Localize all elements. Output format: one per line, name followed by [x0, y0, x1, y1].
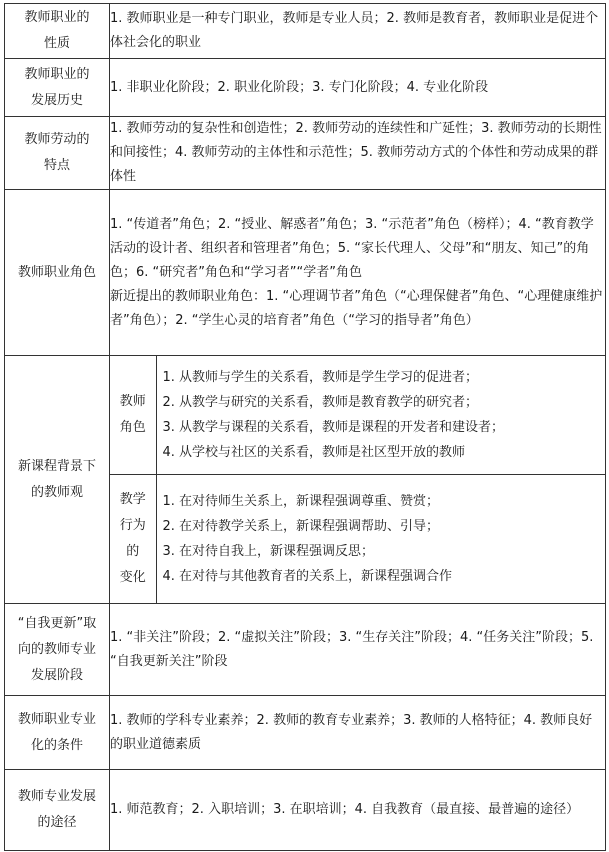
nested-subtable — [110, 356, 605, 603]
table-row — [5, 190, 606, 356]
row-label-self-renewal-stages: “自我更新”取 向的教师专业 发展阶段 — [5, 604, 110, 696]
list-item: 1. 在对待师生关系上，新课程强调尊重、赞赏； — [162, 493, 440, 509]
table-row — [5, 356, 606, 604]
table-row — [5, 770, 606, 851]
knowledge-table — [4, 3, 606, 851]
table-row — [5, 696, 606, 770]
roles-paragraph-traditional: 1. “传道者”角色；2. “授业、解惑者”角色；3. “示范者”角色（榜样）；4. “教育教学活动的设计者、组织者和管理者”角色；5. “家长代理人、父母”和“朋友、知己”的角色；6. “研究者”角色和“学习者”“学者”角色 — [110, 216, 594, 280]
sublabel-teaching-behavior: 教学 行为 的 变化 — [110, 474, 156, 603]
list-item: 2. 从教学与研究的关系看，教师是教育教学的研究者； — [162, 394, 479, 410]
row-content-professionalization-conditions: 1. 教师的学科专业素养；2. 教师的教育专业素养；3. 教师的人格特征；4. 教师良好的职业道德素质 — [110, 696, 606, 770]
subtable-row — [110, 474, 605, 603]
list-item: 4. 从学校与社区的关系看，教师是社区型开放的教师 — [162, 444, 466, 460]
roles-paragraph-new: 新近提出的教师职业角色：1. “心理调节者”角色（“心理保健者”角色、“心理健康维护者”角色）；2. “学生心灵的培育者”角色（“学习的指导者”角色） — [110, 288, 603, 328]
row-content-labor-features: 1. 教师劳动的复杂性和创造性；2. 教师劳动的连续性和广延性；3. 教师劳动的长期性和间接性；4. 教师劳动的主体性和示范性；5. 教师劳动方式的个体性和劳动成果的群体性 — [110, 117, 606, 190]
list-item: 3. 在对待自我上，新课程强调反思； — [162, 543, 375, 559]
list-item: 4. 在对待与其他教育者的关系上，新课程强调合作 — [162, 568, 453, 584]
row-label-profession-history: 教师职业的 发展历史 — [5, 59, 110, 117]
subcontent-teaching-behavior — [156, 474, 605, 603]
list-item: 1. 从教师与学生的关系看，教师是学生学习的促进者； — [162, 369, 479, 385]
list-item: 2. 在对待教学关系上，新课程强调帮助、引导； — [162, 518, 440, 534]
row-content-teacher-profession-nature: 1. 教师职业是一种专门职业，教师是专业人员；2. 教师是教育者，教师职业是促进个体社会化的职业 — [110, 4, 606, 59]
row-label-teacher-roles: 教师职业角色 — [5, 190, 110, 356]
row-label-new-curriculum-view: 新课程背景下 的教师观 — [5, 356, 110, 604]
row-content-profession-history: 1. 非职业化阶段；2. 职业化阶段；3. 专门化阶段；4. 专业化阶段 — [110, 59, 606, 117]
row-label-teacher-profession-nature: 教师职业的 性质 — [5, 4, 110, 59]
subcontent-teacher-role — [156, 356, 605, 474]
row-label-labor-features: 教师劳动的 特点 — [5, 117, 110, 190]
row-label-development-paths: 教师专业发展 的途径 — [5, 770, 110, 851]
row-content-new-curriculum-view — [110, 356, 606, 604]
row-content-teacher-roles — [110, 190, 606, 356]
table-row — [5, 604, 606, 696]
sublabel-teacher-role: 教师 角色 — [110, 356, 156, 474]
row-content-development-paths: 1. 师范教育；2. 入职培训；3. 在职培训；4. 自我教育（最直接、最普遍的途径） — [110, 770, 606, 851]
list-item: 3. 从教学与课程的关系看，教师是课程的开发者和建设者； — [162, 419, 505, 435]
row-content-self-renewal-stages: 1. “非关注”阶段；2. “虚拟关注”阶段；3. “生存关注”阶段；4. “任务关注”阶段；5. “自我更新关注”阶段 — [110, 604, 606, 696]
row-label-professionalization-conditions: 教师职业专业 化的条件 — [5, 696, 110, 770]
table-row — [5, 59, 606, 117]
table-row — [5, 117, 606, 190]
table-row — [5, 4, 606, 59]
subtable-row — [110, 356, 605, 474]
